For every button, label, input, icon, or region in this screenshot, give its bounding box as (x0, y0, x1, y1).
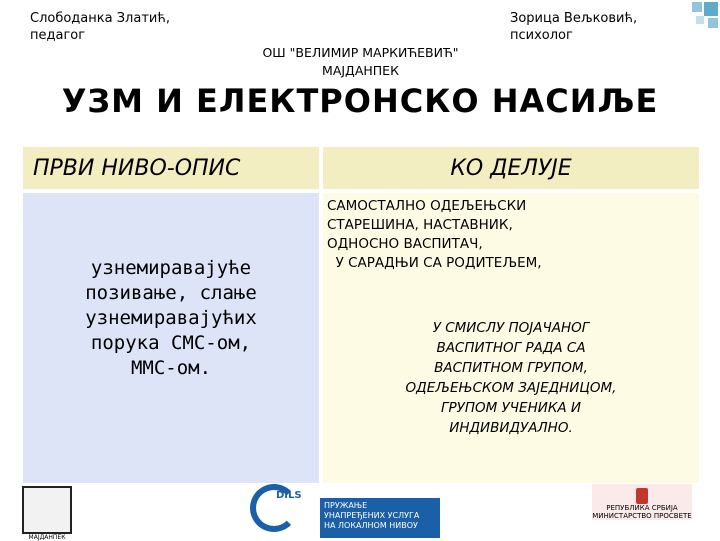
description-line: позивање, слање (85, 281, 257, 304)
table-header-who: КО ДЕЛУЈЕ (323, 147, 699, 189)
school-name (228, 44, 493, 80)
actors-line: ОДЕЉЕЊСКОМ ЗАЈЕДНИЦОМ, (405, 380, 617, 396)
school-name-line1: ОШ "ВЕЛИМИР МАРКИЋЕВИЋ" (262, 45, 459, 60)
actors-line: ИНДИВИДУАЛНО. (449, 420, 573, 436)
actors-line: САМОСТАЛНО ОДЕЉЕЊСКИ (327, 198, 527, 214)
ministry-logo (592, 484, 692, 540)
info-table (23, 147, 699, 483)
actors-line: ВАСПИТНОМ ГРУПОМ, (434, 360, 588, 376)
school-logo (12, 484, 82, 540)
actors-line: У САРАДЊИ СА РОДИТЕЉЕМ, (327, 255, 542, 271)
ministry-line: РЕПУБЛИКА СРБИЈА (606, 504, 678, 512)
dils-label: DILS (276, 490, 302, 501)
actors-primary (323, 197, 699, 273)
actors-line: ГРУПОМ УЧЕНИКА И (440, 400, 582, 416)
actors-line: У СМИСЛУ ПОЈАЧАНОГ (432, 320, 590, 336)
author-right-name: Зорица Вељковић, (510, 11, 638, 26)
school-logo-frame (22, 486, 72, 534)
table-header-level: ПРВИ НИВО-ОПИС (23, 147, 319, 189)
actors-line: ОДНОСНО ВАСПИТАЧ, (327, 236, 483, 252)
author-left-role: педагог (30, 28, 86, 43)
description-line: узнемиравајуће (90, 256, 252, 279)
dils-banner-line: УНАПРЕЂЕНИХ УСЛУГА (324, 511, 420, 520)
dils-banner-line: НА ЛОКАЛНОМ НИВОУ (324, 521, 418, 530)
actors-secondary (323, 318, 699, 438)
description-line: порука СМС-ом, (90, 331, 252, 354)
ministry-text (592, 504, 692, 520)
description-line: ММС-ом. (130, 356, 212, 379)
ministry-line: МИНИСТАРСТВО ПРОСВЕТЕ (592, 512, 692, 520)
corner-decoration (680, 0, 720, 40)
author-left (30, 10, 170, 44)
dils-banner (320, 498, 440, 538)
dils-logo (240, 484, 440, 540)
description-line: узнемиравајућих (85, 306, 257, 329)
table-cell-actors (323, 193, 699, 483)
slide-title: УЗМ И ЕЛЕКТРОНСКО НАСИЉЕ (61, 82, 659, 120)
description-text (85, 256, 257, 381)
author-right-role: психолог (510, 28, 573, 43)
actors-line: ВАСПИТНОГ РАДА СА (436, 340, 586, 356)
author-left-name: Слободанка Златић, (30, 11, 170, 26)
table-cell-description (23, 193, 319, 483)
school-name-line2: МАЈДАНПЕК (322, 63, 399, 78)
author-right (510, 10, 637, 44)
actors-line: СТАРЕШИНА, НАСТАВНИК, (327, 217, 513, 233)
dils-banner-line: ПРУЖАЊЕ (324, 501, 368, 510)
school-logo-text: МАЈДАНПЕК (28, 534, 66, 541)
